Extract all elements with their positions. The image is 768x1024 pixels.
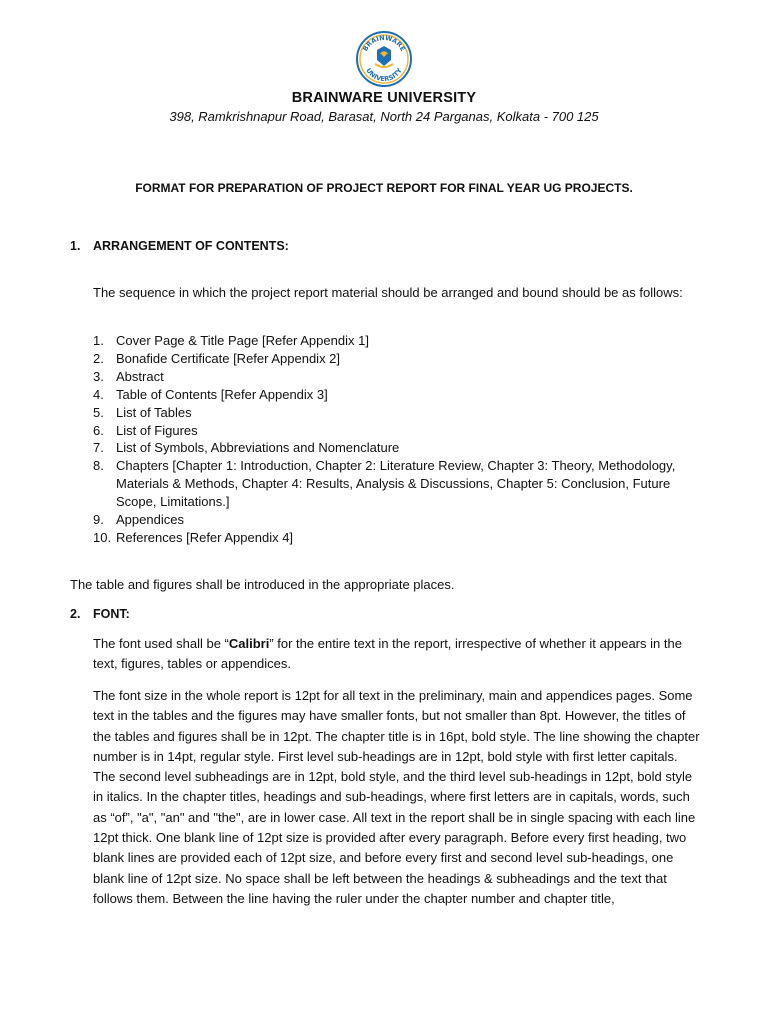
university-logo [355, 30, 413, 88]
section-1-intro: The sequence in which the project report material should be arranged and bound should be as follows: [93, 285, 683, 300]
section-1-closing: The table and figures shall be introduced in the appropriate places. [70, 577, 455, 592]
list-item-text: Table of Contents [Refer Appendix 3] [116, 386, 328, 402]
list-item-text: Cover Page & Title Page [Refer Appendix 1] [116, 333, 369, 348]
section-1-heading: ARRANGEMENT OF CONTENTS: [93, 239, 289, 253]
logo-text-top: BRAINWARE [361, 33, 407, 53]
logo-text-bottom: UNIVERSITY [364, 66, 404, 84]
section-2-number: 2. [70, 607, 81, 621]
list-item [93, 368, 713, 386]
list-item [93, 386, 713, 404]
list-item-number: 6. [93, 422, 104, 438]
font-name: Calibri [228, 636, 270, 651]
font-paragraph [93, 634, 703, 675]
list-item-text: Abstract [116, 368, 164, 384]
font-paragraph-end: ” for the entire text in the report, irrespective of whether it appears in the text, figures, tables or appendices. [93, 636, 682, 672]
font-size-paragraph: The font size in the whole report is 12pt for all text in the preliminary, main and appendices pages. Some text in the tables and the figures may have smaller fonts, but not smaller than 8pt. However, the titles of the tables and figures shall be in 12pt. The chapter title is in 16pt, bold style. The line showing the chapter number is in 14pt, regular style. First level sub-headings are in 12pt, bold style with first letter capitals. The second level subheadings are in 12pt, bold style, and the third level sub-headings in 12pt, bold style in italics. In the chapter titles, headings and sub-headings, where first letters are in capitals, words, such as “of”, "a", "an" and "the", are in lower case. All text in the report shall be in single spacing with each line 12pt thick. One blank line of 12pt size is provided after every paragraph. Before every first heading, two blank lines are provided each of 12pt size, and before every first and second level sub-headings, one blank line of 12pt size. No space shall be left between the headings & subheadings and the text that follows them. Between the line having the ruler under the chapter number and chapter title, [93, 688, 700, 906]
list-item-number: 5. [93, 404, 104, 420]
contents-list [93, 332, 713, 547]
list-item-text: Chapters [Chapter 1: Introduction, Chapter 2: Literature Review, Chapter 3: Theory, Methodology, Materials & Methods, Chapter 4: Results, Analysis & Discussions, Chapter 5: Conclusion, Future Scope, Limitations.] [116, 458, 676, 510]
list-item [93, 529, 713, 547]
list-item-number: 9. [93, 512, 104, 528]
list-item-number: 10. [93, 529, 112, 545]
section-1-number: 1. [70, 239, 81, 253]
list-item [93, 332, 713, 350]
document-title: FORMAT FOR PREPARATION OF PROJECT REPORT FOR FINAL YEAR UG PROJECTS. [135, 181, 633, 195]
list-item-number: 2. [93, 350, 104, 366]
list-item [93, 511, 713, 529]
list-item-text: References [Refer Appendix 4] [116, 529, 294, 545]
font-paragraph-start: The font used shall be “ [93, 636, 229, 651]
list-item [93, 457, 713, 511]
list-item-text: List of Symbols, Abbreviations and Nomenclature [116, 440, 400, 456]
list-item-number: 7. [93, 440, 104, 456]
list-item-number: 8. [93, 458, 104, 474]
university-name: BRAINWARE UNIVERSITY [291, 90, 477, 106]
list-item-number: 1. [93, 333, 104, 348]
list-item [93, 404, 713, 422]
list-item [93, 439, 713, 457]
section-2-heading: FONT: [93, 607, 130, 621]
university-address: 398, Ramkrishnapur Road, Barasat, North 24 Parganas, Kolkata - 700 125 [169, 109, 599, 124]
list-item-number: 4. [93, 386, 104, 402]
list-item-text: List of Tables [116, 404, 192, 420]
list-item-text: Bonafide Certificate [Refer Appendix 2] [116, 350, 341, 366]
list-item-text: List of Figures [116, 422, 198, 438]
list-item [93, 350, 713, 368]
list-item-number: 3. [93, 368, 104, 384]
list-item-text: Appendices [116, 512, 184, 528]
list-item [93, 422, 713, 440]
